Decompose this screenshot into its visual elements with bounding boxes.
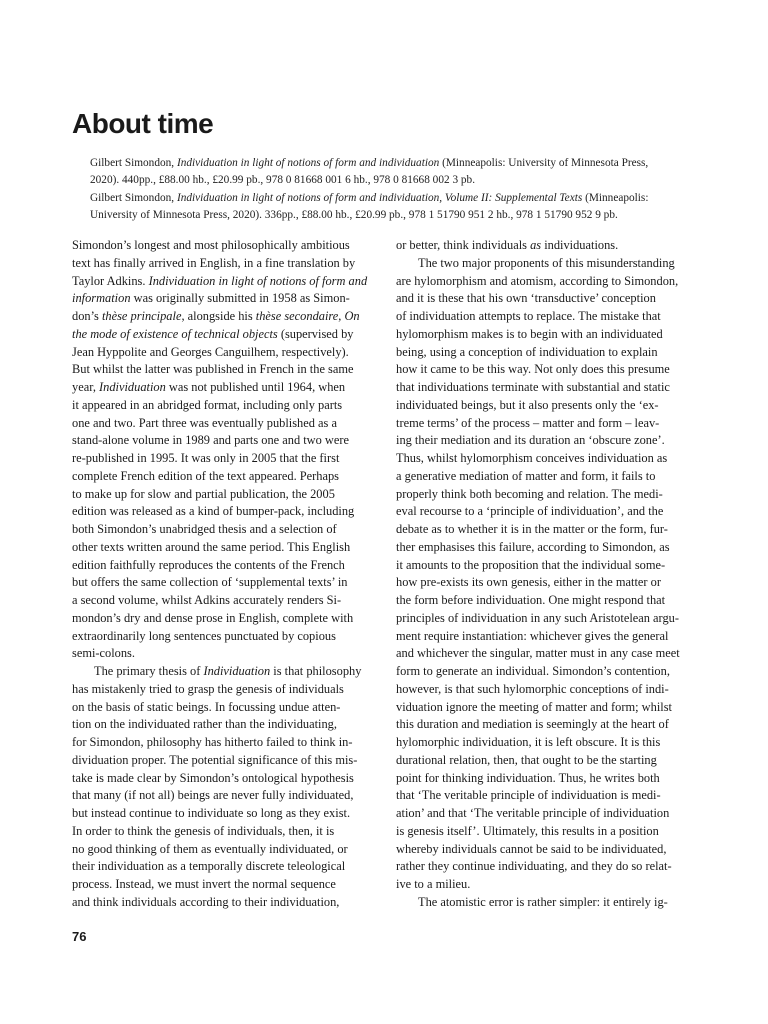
text-run: that many (if not all) beings are never fully individuated, [72,788,354,803]
body-text-line [72,770,382,788]
body-text-line [396,610,704,628]
paragraph-start-line [396,255,704,273]
body-text-line [72,255,382,273]
text-run: stand-alone volume in 1989 and parts one and two were [72,433,349,448]
text-run: however, is that such hylomorphic conceptions of indi- [396,681,669,696]
text-run: semi-colons. [72,646,135,661]
body-text-line [396,273,704,291]
body-text-line [396,841,704,859]
italic-text: thèse principale [101,309,182,323]
body-text-line [396,734,704,752]
body-text-line [72,397,382,415]
body-text-line [72,237,382,255]
reference-line [90,207,700,224]
text-run: to make up for slow and partial publication, the 2005 [72,486,335,501]
text-run: text has finally arrived in English, in a fine translation by [72,255,356,270]
text-run: a generative mediation of matter and form, it fails to [396,468,656,483]
italic-text: On [344,309,360,323]
text-run: ther emphasises this failure, according to Simondon, as [396,539,670,554]
body-text-line [396,770,704,788]
body-text-line [396,432,704,450]
italic-text: information [72,291,131,306]
body-text-line [72,610,382,628]
text-run: hylomorphic individuation, it is left obscure. It is this [396,735,661,749]
body-text-line [72,876,382,894]
text-run: individuations. [541,238,619,252]
body-text-line [396,645,704,663]
text-run: rather they continue individuating, and they do so relat- [396,859,672,874]
text-run: ing their mediation and its duration an ‘obscure zone’. [396,433,665,448]
body-text-line [396,752,704,770]
body-text-line [396,397,704,415]
italic-text: thèse secondaire [255,309,339,323]
body-text-line [72,344,382,362]
body-text-line [72,716,382,734]
text-run: tion on the individuated rather than the individuating, [72,717,337,732]
body-text-line [72,468,382,486]
text-run: treme terms’ of the process – matter and form – leav- [396,415,660,430]
body-text-line [72,894,382,912]
reference-line [90,155,700,172]
body-text-line [396,716,704,734]
text-run: University of Minnesota Press, 2020). 336pp., £88.00 hb., £20.99 pb., 978 1 51790 951 2 hb., 978 1 51790 952 9 pb. [90,209,618,221]
text-run: (supervised by [277,326,354,341]
text-run: both Simondon’s unabridged thesis and a selection of [72,522,337,536]
body-column-left [72,237,382,912]
text-run: a second volume, whilst Adkins accurately renders Si- [72,593,342,607]
body-text-line [72,432,382,450]
text-run: The two major proponents of this misunderstanding [418,255,675,270]
italic-text: Individuation [203,664,271,678]
text-run: and whichever the singular, matter must in any case meet [396,646,680,661]
text-run: that ‘The veritable principle of individuation is medi- [396,788,661,803]
body-text-line [396,290,704,308]
body-text-line [396,450,704,468]
text-run: for Simondon, philosophy has hitherto failed to think in- [72,735,353,749]
text-run: and it is these that his own ‘transductive’ conception [396,291,656,306]
text-run: process. Instead, we must invert the normal sequence [72,877,336,891]
text-run: and think individuals according to their individuation, [72,894,340,909]
text-run: year, [72,380,100,394]
body-text-line [396,486,704,504]
text-run: point for thinking individuation. Thus, he writes both [396,770,660,785]
body-text-line [396,699,704,717]
text-run: Taylor Adkins. [72,273,149,288]
text-run: are hylomorphism and atomism, according to Simondon, [396,273,679,288]
paragraph-start-line [72,663,382,681]
text-run: other texts written around the same period. This English [72,539,351,554]
body-text-line [396,521,704,539]
body-text-line [72,379,382,397]
body-text-line [396,787,704,805]
book-reference [90,155,700,189]
body-text-line [72,273,382,291]
book-reference [90,190,700,224]
text-run: edition was released as a kind of bumper-pack, including [72,504,355,519]
text-run: was not published until 1964, when [165,380,346,394]
body-text-line [396,592,704,610]
italic-text: Individuation in light of notions of form and individuation [176,157,440,169]
body-text-line [396,344,704,362]
text-run: Gilbert Simondon, [90,157,177,169]
text-run: ation’ and that ‘The veritable principle of individuation [396,806,670,820]
body-text-line [396,308,704,326]
body-text-line [396,379,704,397]
book-references [90,155,700,225]
text-run: Simondon’s longest and most philosophically ambitious [72,238,350,252]
text-run: The atomistic error is rather simpler: it entirely ig- [418,894,668,909]
text-run: is that philosophy [270,664,362,678]
text-run: viduation ignore the meeting of matter and form; whilst [396,699,672,714]
body-text-line [396,823,704,841]
text-run: form to generate an individual. Simondon’s contention, [396,664,670,678]
text-run: properly think both becoming and relation. The medi- [396,486,663,501]
text-run: ment require instantiation: whichever gives the general [396,628,669,643]
text-run: , [338,309,345,323]
text-run: (Minneapolis: University of Minnesota Press, [439,157,649,169]
body-text-line [72,486,382,504]
text-run: ive to a milieu. [396,877,471,891]
text-run: but instead continue to individuate so long as they exist. [72,806,351,820]
body-text-line [72,858,382,876]
body-text-line [72,734,382,752]
body-text-line [72,361,382,379]
text-run: how pre-exists its own genesis, either in the matter or [396,575,661,590]
body-text-line [396,361,704,379]
body-text-line [396,557,704,575]
body-text-line [72,290,382,308]
body-text-line [72,592,382,610]
body-text-line [72,805,382,823]
body-text-line [396,876,704,894]
body-text-line [396,539,704,557]
body-text-line [396,468,704,486]
text-run: is genesis itself’. Ultimately, this results in a position [396,823,659,838]
text-run: was originally submitted in 1958 as Simon- [130,291,350,306]
text-run: Thus, whilst hylomorphism conceives individuation as [396,451,668,465]
text-run: one and two. Part three was eventually published as a [72,415,337,430]
text-run: but offers the same collection of ‘supplemental texts’ in [72,575,348,590]
italic-text: as [530,238,542,252]
body-text-line [72,699,382,717]
text-run: , alongside his [181,309,256,323]
text-run: of individuation attempts to replace. The mistake that [396,309,661,323]
body-text-line [72,503,382,521]
italic-text: the mode of existence of technical objects [72,326,278,341]
text-run: being, using a conception of individuation to explain [396,344,658,359]
text-run: dividuation proper. The potential significance of this mis- [72,752,358,767]
text-run: take is made clear by Simondon’s ontological hypothesis [72,770,354,785]
body-text-line [396,858,704,876]
text-run: has mistakenly tried to grasp the genesis of individuals [72,681,344,696]
text-run: The primary thesis of [94,664,204,678]
body-text-line [72,841,382,859]
text-run: or better, think individuals [396,238,531,252]
text-run: mondon’s dry and dense prose in English, complete with [72,610,354,625]
text-run: re-published in 1995. It was only in 2005 that the first [72,451,340,465]
body-text-line [72,415,382,433]
body-text-line [72,823,382,841]
text-run: debate as to whether it is in the matter or the form, fur- [396,522,668,536]
paragraph-start-line [396,894,704,912]
body-text-line [396,681,704,699]
text-run: But whilst the latter was published in French in the same [72,362,354,377]
text-run: hylomorphism makes is to begin with an individuated [396,326,663,341]
text-run: whereby individuals cannot be said to be individuated, [396,841,667,856]
text-run: 2020). 440pp., £88.00 hb., £20.99 pb., 978 0 81668 001 6 hb., 978 0 81668 002 3 pb. [90,174,476,186]
body-text-line [72,681,382,699]
text-run: don’s [72,309,102,323]
text-run: Jean Hyppolite and Georges Canguilhem, respectively). [72,344,349,359]
body-text-line [72,557,382,575]
italic-text: Individuation [99,380,166,394]
text-run: that individuations terminate with substantial and static [396,380,670,394]
body-text-line [72,539,382,557]
text-run: it appeared in an abridged format, including only parts [72,397,343,412]
text-run: durational relation, then, that ought to be the starting [396,752,657,767]
text-run: (Minneapolis: [582,192,649,204]
body-text-line [396,628,704,646]
text-run: individuated beings, but it also presents only the ‘ex- [396,397,659,412]
body-text-line [396,503,704,521]
body-text-line [72,326,382,344]
reference-line [90,190,700,207]
text-run: how it came to be this way. Not only does this presume [396,362,670,377]
body-text-line [396,574,704,592]
body-text-line [72,628,382,646]
body-text-line [72,645,382,663]
text-run: edition faithfully reproduces the contents of the French [72,557,345,572]
italic-text: Individuation in light of notions of form and [148,273,368,288]
body-text-line [72,787,382,805]
reference-line [90,172,700,189]
body-text-line [396,326,704,344]
text-run: In order to think the genesis of individuals, then, it is [72,823,335,838]
body-text-line [396,415,704,433]
text-run: no good thinking of them as eventually individuated, or [72,841,348,856]
text-run: it amounts to the proposition that the individual some- [396,557,666,572]
body-text-line [396,237,704,255]
body-text-line [72,752,382,770]
body-text-line [72,450,382,468]
body-text-line [396,663,704,681]
text-run: their individuation as a temporally discrete teleological [72,859,346,874]
text-run: this duration and mediation is seemingly at the heart of [396,717,669,732]
body-text-line [72,308,382,326]
text-run: eval recourse to a ‘principle of individuation’, and the [396,504,664,519]
text-run: on the basis of static beings. In focussing undue atten- [72,699,341,714]
text-run: the form before individuation. One might respond that [396,593,666,607]
body-column-right [396,237,704,912]
text-run: complete French edition of the text appeared. Perhaps [72,468,339,483]
body-text-line [72,521,382,539]
text-run: Gilbert Simondon, [90,192,177,204]
article-title: About time [72,108,214,139]
body-text-line [72,574,382,592]
text-run: principles of individuation in any such Aristotelean argu- [396,610,679,625]
italic-text: Individuation in light of notions of form and individuation, Volume II: Supplemental Texts [176,192,583,204]
page-number: 76 [72,929,87,944]
text-run: extraordinarily long sentences punctuated by copious [72,628,336,643]
body-text-line [396,805,704,823]
